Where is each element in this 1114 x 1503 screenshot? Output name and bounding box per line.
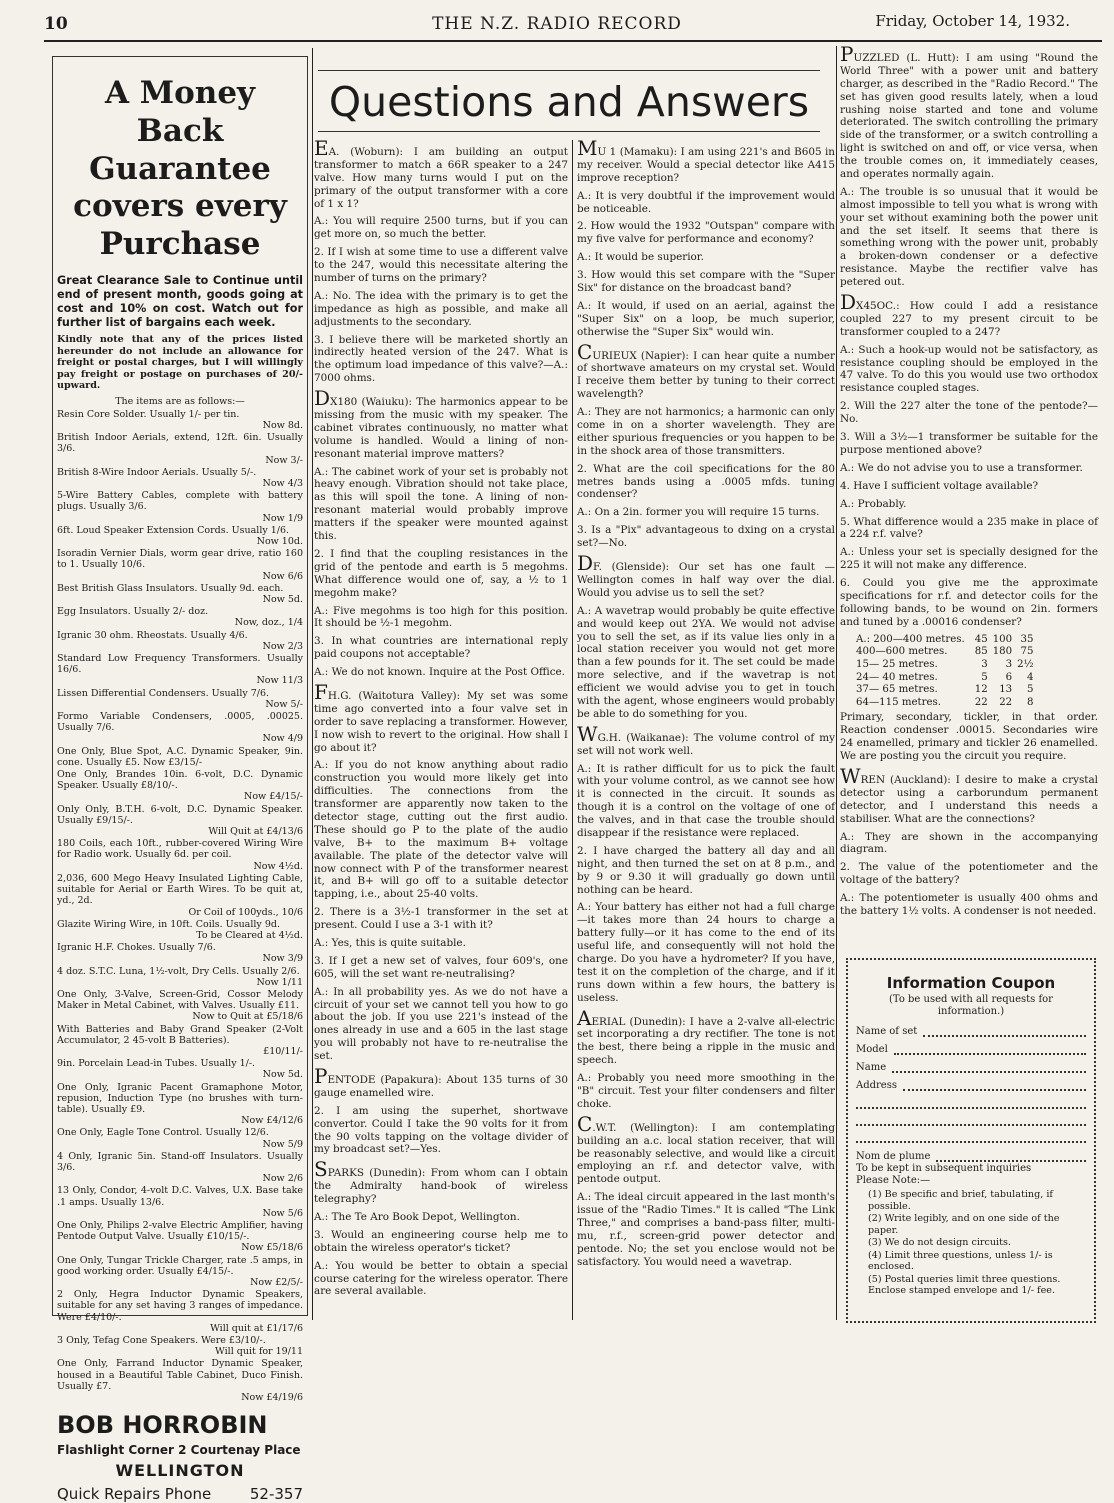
coupon-title: Information Coupon [886, 974, 1056, 992]
ad-item-text: British 8-Wire Indoor Aerials. Usually 5/-. [57, 466, 257, 478]
answer-paragraph: A.: Your battery has either not had a full charge—it takes more than 24 hours to charge a battery fully—or it has come to the end of its useful life, and consequently will not hold the charge. Do you have a hydrometer? If you have, test it on the completion of the charge, and if it runs down within a few hours, the battery is useless. [577, 901, 835, 1004]
ad-item-text: 9in. Porcelain Lead-in Tubes. Usually 1/-. [57, 1058, 256, 1070]
ad-item-price: Now 5/9 [262, 1138, 303, 1150]
ad-sale-text: Great Clearance Sale to Continue until end of present month, goods going at cost and 10% on cost. Watch out for further list of bargains each week. [57, 274, 303, 330]
field-label: Name [856, 1062, 887, 1073]
answer-paragraph: A.: Probably. [840, 497, 907, 510]
ad-item [57, 548, 303, 582]
ad-item-price: Now 5d. [262, 1069, 303, 1081]
ad-item-text: Isoradin Vernier Dials, worm gear drive, ratio 160 to 1. Usually 10/6. [57, 548, 303, 571]
ad-item-price: £10/11/- [263, 1045, 303, 1057]
ad-item [57, 1358, 303, 1403]
ad-item [57, 525, 303, 547]
phone-label: Quick Repairs Phone [57, 1484, 212, 1503]
question-paragraph: PUZZLED (L. Hutt): I am using "Round the World Three" with a power unit and battery charger, as described in the "Radio Record." The set has given good results lately, when a loud rushing noise started and tone and volume deteriorated. The switch controlling the primary side of the transformer, or a switch controlling a light is switched on and off, or vice versa, when the trouble comes on, it immediately ceases, and operates normally again. [840, 42, 1098, 181]
coil-table-row [856, 684, 1039, 697]
answer-paragraph: A.: Yes, this is quite suitable. [314, 936, 466, 949]
answer-paragraph: A.: We do not advise you to use a transformer. [840, 461, 1083, 474]
question-paragraph: WREN (Auckland): I desire to make a crystal detector using a carborundum permanent detector, and I understand this needs a stabiliser. What are the connections? [840, 764, 1098, 825]
coil-table-cell: 400—600 metres. [856, 646, 948, 658]
ad-item-price: Now 1/9 [262, 512, 303, 524]
ad-item-text: British Indoor Aerials, extend, 12ft. 6in. Usually 3/6. [57, 432, 303, 455]
ad-items-intro: The items are as follows:— [115, 395, 245, 407]
coil-table-row [856, 672, 1039, 685]
ad-item [57, 711, 303, 745]
drop-initial: M [577, 136, 598, 160]
ad-item [57, 966, 303, 988]
drop-initial: C [577, 1111, 593, 1136]
answer-paragraph: 3. Would an engineering course help me to obtain the wireless operator's ticket? [314, 1228, 568, 1254]
coil-table-cell: 6 [1005, 671, 1013, 683]
coil-table-cell: 12 [974, 684, 988, 696]
answer-paragraph: 2. How would the 1932 "Outspan" compare with my five valve for performance and economy? [577, 220, 835, 246]
answer-paragraph: 3. If I get a new set of valves, four 609's, one 605, will the set want re-neutralising? [314, 954, 568, 980]
ad-item-text: 13 Only, Condor, 4-volt D.C. Valves, U.X. Base take .1 amps. Usually 13/6. [57, 1185, 303, 1208]
answer-paragraph: A.: In all probability yes. As we do not have a circuit of your set we cannot tell you how to go about the job. If you use 221's instead of the ones already in use and a 605 in the last stage you will probably not have to re-neutralise the set. [314, 985, 568, 1063]
coil-table-cell: 45 [974, 633, 988, 645]
ad-item-text: 3 Only, Tefag Cone Speakers. Were £3/10/-. [57, 1335, 266, 1347]
ad-item-text: Lissen Differential Condensers. Usually 7/6. [57, 687, 270, 699]
ad-item-price: Now 11/3 [256, 675, 303, 687]
qa-column-3-upper [840, 42, 1098, 629]
ad-item-price: Now 5/6 [262, 1207, 303, 1219]
ad-item-price: Now 3/9 [262, 953, 303, 965]
ad-headline [57, 75, 303, 264]
drop-initial: D [840, 290, 857, 315]
ad-item-price: Or Coil of 100yds., 10/6 [188, 906, 303, 918]
ad-item [57, 688, 303, 710]
ad-item [57, 873, 303, 918]
answer-paragraph: 3. Is a "Pix" advantageous to dxing on a crystal set?—No. [577, 524, 835, 550]
information-coupon [846, 958, 1096, 1323]
ad-item-price: Now 4/3 [262, 477, 303, 489]
ad-item-text: One Only, Brandes 10in. 6-volt, D.C. Dynamic Speaker. Usually £8/10/-. [57, 769, 303, 792]
answer-paragraph: 2. What are the coil specifications for the 80 metres bands using a .0005 mfds. tuning condenser? [577, 462, 835, 501]
answer-paragraph: A.: The potentiometer is usually 400 ohms and the battery 1½ volts. A condenser is not needed. [840, 892, 1098, 918]
ad-headline-line: Guarantee [89, 150, 271, 187]
ad-item-price: Now 1/11 [256, 976, 303, 988]
publication-title: THE N.Z. RADIO RECORD [432, 14, 682, 34]
coil-table-cell: 37— 65 metres. [856, 684, 938, 696]
ad-item [57, 1335, 303, 1357]
answer-paragraph: 3. How would this set compare with the "Super Six" for distance on the broadcast band? [577, 269, 835, 295]
ad-item [57, 467, 303, 489]
answer-paragraph: Primary, secondary, tickler, in that order. Reaction condenser .00015. Secondaries wire 24 enamelled, primary and tickler 26 enamelled. We are posting you the circuit you require. [840, 711, 1098, 763]
answer-paragraph: A.: It is rather difficult for us to pick the fault with your volume control, as we cannot see how it is connected in the circuit. It sounds as though it is a control on the voltage of one of the valves, and in that case the trouble should disappear if the resistance were replaced. [577, 762, 835, 839]
question-paragraph: DX180 (Waiuku): The harmonics appear to be missing from the music with my speaker. The cabinet vibrates continuously, no matter what volume is handled. Would a lining of non-resonant material improve matters? [314, 386, 568, 460]
ad-item [57, 1024, 303, 1058]
coil-table-cell: 3 [981, 658, 988, 670]
coil-table-row [856, 634, 1039, 647]
nom-note: To be kept in subsequent inquiries [856, 1163, 1032, 1174]
ad-headline-line: A Money Back [104, 75, 256, 149]
coil-table-cell: 5 [981, 671, 988, 683]
answer-paragraph: A.: Unless your set is specially designed for the 225 it will not make any difference. [840, 546, 1098, 572]
ad-item [57, 838, 303, 872]
advertiser-phone-line [57, 1485, 303, 1503]
note-heading: Please Note:— [856, 1175, 931, 1186]
question-paragraph: DX45OC.: How could I add a resistance coupled 227 to my present circuit to be transformer coupled to a 247? [840, 290, 1098, 338]
question-paragraph: PENTODE (Papakura): About 135 turns of 30 gauge enamelled wire. [314, 1064, 568, 1099]
drop-initial: A [577, 1005, 592, 1030]
coupon-subtitle: (To be used with all requests for information.) [889, 994, 1053, 1017]
coil-table-cell: 64—115 metres. [856, 696, 941, 708]
dotted-line [856, 1132, 1086, 1143]
ad-item-text: 4 doz. S.T.C. Luna, 1½-volt, Dry Cells. Usually 2/6. [57, 965, 300, 977]
ad-item-text: Best British Glass Insulators. Usually 9d. each. [57, 582, 284, 594]
field-label: Name of set [856, 1026, 918, 1037]
advertiser-name: BOB HORROBIN [57, 1411, 268, 1440]
ad-item-text: One Only, Igranic Pacent Gramaphone Motor, repusion, Induction Type (no brushes with turn-table). Usually £9. [57, 1081, 303, 1115]
ad-item-text: Glazite Wiring Wire, in 10ft. Coils. Usually 9d. [57, 918, 280, 930]
coupon-note: (1) Be specific and brief, tabulating, if possible. [868, 1189, 1053, 1212]
ad-item-price: Now 2/3 [262, 640, 303, 652]
coil-table-cell: 8 [1027, 696, 1034, 708]
answer-paragraph: A.: If you do not know anything about radio construction you would more likely get into difficulties. The connections from the transformer are apparently now taken to the detector stage, cutting out the first audio. These should go P to the plate of the audio valve, B+ to the maximum B+ voltage available. The plate of the detector valve will now connect with P of the transformer nearest it, and B+ will go off to a suitable detector tapping, i.e., about 25-40 volts. [314, 759, 568, 901]
ad-item-price: Now 8d. [262, 419, 303, 431]
ad-item [57, 769, 303, 803]
ad-item-text: 5-Wire Battery Cables, complete with battery plugs. Usually 3/6. [57, 490, 303, 513]
ad-item [57, 583, 303, 605]
coupon-field-address-line-4[interactable] [856, 1132, 1086, 1143]
coupon-field-address-line-2[interactable] [856, 1098, 1086, 1109]
answer-paragraph: A.: On a 2in. former you will require 15 turns. [577, 506, 820, 519]
answer-paragraph: 3. I believe there will be marketed shortly an indirectly heated version of the 247. What is the optimum load impedance of this valve?—A.: 7000 ohms. [314, 333, 568, 385]
drop-initial: F [314, 679, 328, 704]
ad-item-text: One Only, Farrand Inductor Dynamic Speaker, housed in a Beautiful Table Cabinet, Duco Finish. Usually £7. [57, 1358, 303, 1392]
coil-table-cell: A.: 200—400 metres. [856, 633, 965, 645]
qa-column-1 [314, 136, 568, 1320]
coil-table-cell: 75 [1020, 646, 1034, 658]
ad-item [57, 606, 303, 628]
question-paragraph: FH.G. (Waitotura Valley): My set was some time ago converted into a four valve set in order to save replacing a transformer. However, I now wish to revert to the original. How shall I go about it? [314, 679, 568, 754]
coil-table-row [856, 659, 1039, 672]
ad-item-price: Now £4/15/- [244, 791, 303, 803]
ad-item [57, 1082, 303, 1127]
ad-item-text: One Only, 3-Valve, Screen-Grid, Cossor Melody Maker in Metal Cabinet, with Valves. Usually £11. [57, 988, 303, 1012]
ad-item [57, 919, 303, 941]
coil-table [856, 634, 1039, 710]
ad-item-text: Resin Core Solder. Usually 1/- per tin. [57, 408, 240, 420]
drop-initial: D [314, 386, 331, 411]
question-paragraph: CURIEUX (Napier): I can hear quite a number of shortwave amateurs on my crystal set. Would I receive them better by tuning to their correct wavelength? [577, 339, 835, 401]
field-label: Address [856, 1080, 897, 1091]
ad-item-text: Igranic 30 ohm. Rheostats. Usually 4/6. [57, 629, 248, 641]
drop-initial: W [840, 764, 861, 789]
issue-date: Friday, October 14, 1932. [875, 12, 1070, 30]
ad-item-price: Will quit at £1/17/6 [210, 1322, 303, 1334]
ad-item-text: 6ft. Loud Speaker Extension Cords. Usually 1/6. [57, 524, 290, 536]
question-paragraph: AERIAL (Dunedin): I have a 2-valve all-electric set incorporating a dry rectifier. The tone is not the best, there being a ripple in the music and speech. [577, 1005, 835, 1067]
ad-item [57, 1058, 303, 1080]
answer-paragraph: A.: We do not known. Inquire at the Post Office. [314, 666, 565, 679]
ad-item-text: 4 Only, Igranic 5in. Stand-off Insulators. Usually 3/6. [57, 1150, 303, 1173]
coil-table-cell: 15— 25 metres. [856, 658, 938, 670]
drop-initial: D [577, 551, 594, 576]
ad-note: Kindly note that any of the prices listed hereunder do not include an allowance for freight or postal charges, but I will willingly pay freight or postage on purchases of 20/- upward. [57, 334, 303, 392]
ad-item-text: Standard Low Frequency Transformers. Usually 16/6. [57, 653, 303, 676]
answer-paragraph: A.: No. The idea with the primary is to get the impedance as high as possible, and make all adjustments to the secondary. [314, 289, 568, 328]
ad-item-price: Now 4½d. [253, 860, 303, 872]
answer-paragraph: 2. The value of the potentiometer and the voltage of the battery? [840, 861, 1098, 887]
ad-item-price: Now 2/6 [262, 1173, 303, 1185]
advertiser-city: WELLINGTON [115, 1460, 245, 1480]
answer-paragraph: A.: Probably you need more smoothing in the "B" circuit. Test your filter condensers and filter choke. [577, 1072, 835, 1110]
phone-number: 52-357 [249, 1484, 303, 1503]
answer-paragraph: A.: The cabinet work of your set is probably not heavy enough. Vibration should not take place, as this will spoil the tone. A lining of non-resonant material would probably improve matters if the speaker were mounted against this. [314, 465, 568, 543]
advertisement [52, 56, 308, 1503]
ad-item-price: Now 5d. [262, 594, 303, 606]
answer-paragraph: 6. Could you give me the approximate specifications for r.f. and detector coils for the following bands, to be wound on 2in. formers and tuned by a .00016 condenser? [840, 577, 1098, 628]
ad-item [57, 989, 303, 1023]
column-rule [312, 48, 313, 1320]
coupon-note: (5) Postal queries limit three questions. Enclose stamped envelope and 1/- fee. [868, 1273, 1061, 1296]
drop-initial: P [840, 42, 854, 66]
coil-table-cell: 35 [1020, 633, 1034, 645]
dotted-line [856, 1098, 1086, 1109]
coupon-note: (2) Write legibly, and on one side of the paper. [868, 1213, 1060, 1236]
ad-item-text: One Only, Philips 2-valve Electric Amplifier, having Pentode Output Valve. Usually £10/15/-. [57, 1219, 303, 1243]
qa-column-2 [577, 136, 835, 1320]
dotted-line [894, 1044, 1086, 1055]
ad-item-price: Now 10d. [256, 536, 303, 547]
coil-table-cell: 85 [974, 646, 988, 658]
answer-paragraph: A.: It would, if used on an aerial, against the "Super Six" on a loop, be much superior, otherwise the "Super Six" would win. [577, 299, 835, 338]
question-paragraph: WG.H. (Waikanae): The volume control of my set will not work well. [577, 721, 835, 757]
coil-table-cell: 4 [1027, 671, 1034, 683]
drop-initial: S [314, 1157, 328, 1182]
question-paragraph: DF. (Glenside): Our set has one fault —Wellington comes in half way over the dial. Would you advise us to sell the set? [577, 551, 835, 599]
answer-paragraph: A.: They are shown in the accompanying diagram. [840, 830, 1098, 856]
ad-item-price: Now, doz., 1/4 [234, 617, 303, 629]
ad-item-text: Igranic H.F. Chokes. Usually 7/6. [57, 942, 216, 954]
answer-paragraph: A.: The trouble is so unusual that it would be almost impossible to tell you what is wrong with your set without examining both the power unit and the set itself. It seems that there is something wrong with the power unit, probably a broken-down condenser or a defective resistance. Maybe the rectifier valve has petered out. [840, 185, 1098, 289]
question-paragraph: MU 1 (Mamaku): I am using 221's and B605 in my receiver. Would a special detector like A415 improve reception? [577, 136, 835, 184]
ad-items-list [57, 409, 303, 1403]
ad-item-price: Now 3/- [265, 454, 303, 466]
ad-item [57, 1289, 303, 1334]
dotted-line [856, 1115, 1086, 1126]
ad-item [57, 746, 303, 768]
answer-paragraph: 2. I have charged the battery all day and all night, and then turned the set on at 8 p.m., and by 9 or 9.30 it will gradually go down until nothing can be heard. [577, 844, 835, 896]
ad-item [57, 942, 303, 964]
answer-paragraph: 2. There is a 3½-1 transformer in the set at present. Could I use a 3-1 with it? [314, 906, 568, 932]
coil-table-cell: 13 [999, 684, 1013, 696]
answer-paragraph: 3. Will a 3½—1 transformer be suitable for the purpose mentioned above? [840, 431, 1098, 456]
answer-paragraph: 5. What difference would a 235 make in place of a 224 r.f. valve? [840, 515, 1098, 541]
answer-paragraph: A.: The ideal circuit appeared in the last month's issue of the "Radio Times." It is called "The Link Three," and comprises a band-pass filter, multi-mu, r.f., screen-grid power detector and pentode. No; the set you enclose would not be satisfactory. You would need a wavetrap. [577, 1191, 835, 1268]
coil-table-cell: 5 [1027, 684, 1034, 696]
answer-paragraph: A.: You will require 2500 turns, but if you can get more on, so much the better. [314, 215, 568, 241]
column-rule [836, 46, 837, 1320]
ad-headline-line: Purchase [99, 226, 261, 263]
ad-item-text: One Only, Tungar Trickle Charger, rate .5 amps, in good working order. Usually £4/15/-. [57, 1254, 303, 1277]
qa-column-3 [840, 42, 1098, 966]
ad-item [57, 653, 303, 687]
coil-table-cell: 2½ [1017, 658, 1034, 670]
coupon-nom-de-plume [856, 1151, 1086, 1297]
answer-paragraph: A.: Such a hook-up would not be satisfactory, as resistance coupling should be employed in the 47 valve. To do this you would use two orthodox resistance coupled stages. [840, 343, 1098, 395]
answer-paragraph: A.: Five megohms is too high for this position. It should be ½-1 megohm. [314, 604, 568, 630]
section-title: Questions and Answers [318, 70, 820, 132]
ad-item-text: Egg Insulators. Usually 2/- doz. [57, 606, 209, 618]
column-rule [572, 140, 573, 1320]
coupon-note: (4) Limit three questions, unless 1/- is enclosed. [868, 1249, 1053, 1272]
ad-item-text: 2 Only, Hegra Inductor Dynamic Speakers, suitable for any set having 3 ranges of impedance. Were £4/10/-. [57, 1289, 303, 1323]
ad-item [57, 804, 303, 838]
coupon-field-model[interactable] [856, 1044, 1086, 1056]
ad-item [57, 432, 303, 466]
page-number: 10 [44, 14, 68, 34]
ad-item-text: 2,036, 600 Mego Heavy Insulated Lighting Cable, suitable for Aerial or Earth Wires. To be quit at, yd., 2d. [57, 872, 303, 907]
answer-paragraph: A.: The Te Aro Book Depot, Wellington. [314, 1211, 520, 1224]
ad-item-price: Now 5/- [265, 698, 303, 710]
header-rule [44, 40, 1102, 42]
coil-table-row [856, 697, 1039, 710]
drop-initial: P [314, 1064, 328, 1088]
ad-item-price: Will quit for 19/11 [215, 1346, 303, 1358]
ad-item-text: One Only, Eagle Tone Control. Usually 12/6. [57, 1127, 269, 1139]
drop-initial: C [577, 339, 593, 364]
answer-paragraph: A.: A wavetrap would probably be quite effective and would keep out 2YA. We would not advise you to sell the set, as if its value lies only in a local station receiver you would not get more than a few pounds for it. The set could be made more selective, and if the wavetrap is not efficient we would advise you to get in touch with the agent, whose engineers would probably be able to do something for you. [577, 604, 835, 720]
drop-initial: E [314, 136, 329, 160]
ad-item-price: To be Cleared at 4½d. [196, 929, 303, 941]
coupon-field-address[interactable] [856, 1080, 1086, 1092]
ad-item [57, 1255, 303, 1289]
dotted-line [892, 1062, 1086, 1073]
coupon-field-name-of-set[interactable] [856, 1026, 1086, 1038]
ad-item-price: Now £4/19/6 [241, 1392, 303, 1404]
question-paragraph: C.W.T. (Wellington): I am contemplating building an a.c. local station receiver, that will be reasonably selective, and would like a circuit employing an r.f. and detector valve, with pentode output. [577, 1111, 835, 1186]
question-paragraph: EA. (Woburn): I am building an output transformer to match a 66R speaker to a 247 valve. How many turns would I put on the primary of the output transformer with a core of 1 x 1? [314, 136, 568, 210]
ad-item-text: One Only, Blue Spot, A.C. Dynamic Speaker, 9in. cone. Usually £5. Now £3/15/- [57, 745, 303, 768]
coupon-field-address-line-3[interactable] [856, 1115, 1086, 1126]
dotted-line [903, 1080, 1086, 1091]
ad-item [57, 1220, 303, 1254]
qa-column-3-lower [840, 711, 1098, 917]
dotted-line [923, 1026, 1086, 1037]
ad-item-text: With Batteries and Baby Grand Speaker (2-Volt Accumulator, 2 45-volt B Batteries). [57, 1023, 303, 1046]
drop-initial: W [577, 721, 598, 746]
question-paragraph: SPARKS (Dunedin): From whom can I obtain the Admiralty hand-book of wireless telegraphy? [314, 1157, 568, 1206]
ad-item [57, 1185, 303, 1219]
field-label: Model [856, 1044, 888, 1055]
answer-paragraph: A.: You would be better to obtain a special course catering for the wireless operator. There are several available. [314, 1259, 568, 1298]
ad-item-text: 180 Coils, each 10ft., rubber-covered Wiring Wire for Radio work. Usually 6d. per coil. [57, 838, 303, 861]
answer-paragraph: A.: It is very doubtful if the improvement would be noticeable. [577, 189, 835, 215]
ad-item-text: Only Only, B.T.H. 6-volt, D.C. Dynamic Speaker. Usually £9/15/-. [57, 803, 303, 826]
coil-table-cell: 3 [1005, 658, 1013, 670]
ad-item [57, 630, 303, 652]
coupon-notes [856, 1189, 1086, 1297]
ad-item [57, 1127, 303, 1149]
ad-item-price: Will Quit at £4/13/6 [208, 826, 303, 838]
ad-item-price: Now £5/18/6 [241, 1242, 303, 1254]
dotted-line [936, 1151, 1086, 1162]
ad-item [57, 1151, 303, 1185]
page-header [0, 6, 1114, 36]
ad-item-text: Formo Variable Condensers, .0005, .00025. Usually 7/6. [57, 711, 303, 734]
coil-table-cell: 22 [999, 696, 1013, 708]
coil-table-cell: 22 [974, 696, 988, 708]
ad-item-price: Now 4/9 [262, 733, 303, 745]
coil-table-row [856, 646, 1039, 659]
coupon-field-name[interactable] [856, 1062, 1086, 1074]
answer-paragraph: 4. Have I sufficient voltage available? [840, 479, 1039, 492]
ad-item-price: Now to Quit at £5/18/6 [192, 1011, 303, 1023]
ad-item-price: Now £4/12/6 [241, 1115, 303, 1127]
field-label: Nom de plume [856, 1151, 931, 1162]
coil-table-cell: 24— 40 metres. [856, 671, 938, 683]
coupon-field-nom[interactable] [856, 1151, 1086, 1163]
coil-table-cell: 180 [992, 646, 1013, 658]
ad-item [57, 490, 303, 524]
coil-table-cell: 100 [992, 633, 1013, 645]
answer-paragraph: 3. In what countries are international reply paid coupons not acceptable? [314, 635, 568, 661]
answer-paragraph: 2. I find that the coupling resistances in the grid of the pentode and earth is 5 megohms. What difference would one of, say, a ½ to 1 megohm make? [314, 547, 568, 599]
coupon-note: (3) We do not design circuits. [868, 1237, 1011, 1248]
ad-item [57, 409, 303, 431]
answer-paragraph: A.: They are not harmonics; a harmonic can only come in on a shorter wavelength. They are either spurious frequencies or you happen to be in the shock area of those transmitters. [577, 406, 835, 457]
answer-paragraph: 2. Will the 227 alter the tone of the pentode?—No. [840, 400, 1098, 426]
answer-paragraph: A.: It would be superior. [577, 251, 704, 264]
ad-item-price: Now 6/6 [262, 570, 303, 582]
ad-headline-line: covers every [73, 188, 287, 225]
answer-paragraph: 2. I am using the superhet, shortwave convertor. Could I take the 90 volts for it from the 90 volts tapping on the voltage divider of my broadcast set?—Yes. [314, 1104, 568, 1156]
ad-item-price: Now £2/5/- [250, 1277, 303, 1288]
advertiser-address: Flashlight Corner 2 Courtenay Place [57, 1442, 301, 1457]
answer-paragraph: 2. If I wish at some time to use a different valve to the 247, would this necessitate altering the number of turns on the primary? [314, 246, 568, 285]
